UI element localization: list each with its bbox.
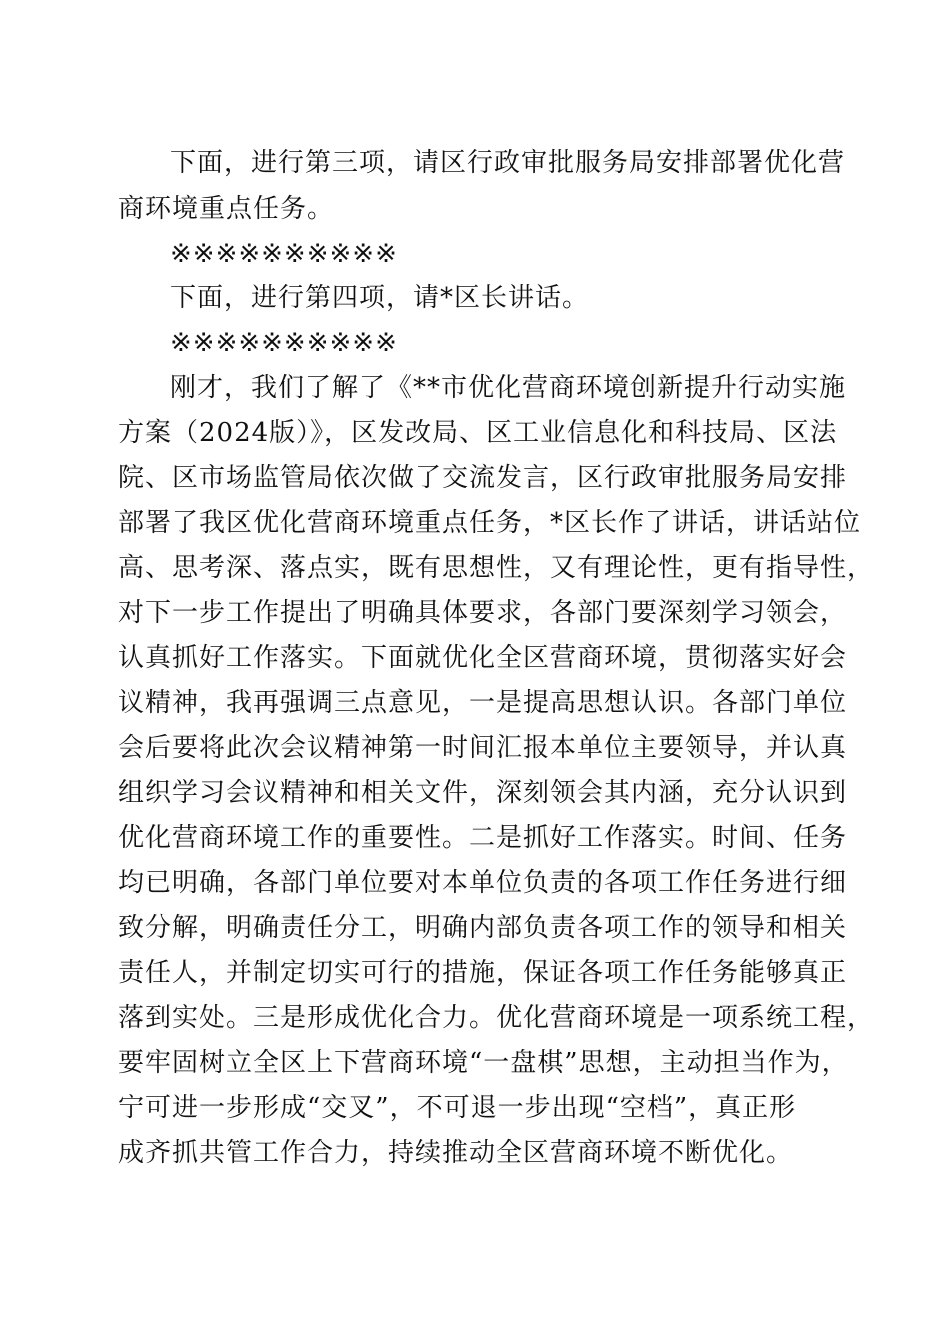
line-text: 议精神，我再强调三点意见，一是提高思想认识。各部门单位 — [118, 688, 848, 718]
line-text: 对下一步工作提出了明确具体要求，各部门要深刻学习领会， — [118, 598, 848, 628]
line-text: 成齐抓共管工作合力，持续推动全区营商环境不断优化。 — [118, 1138, 794, 1168]
line-text: 优化营商环境工作的重要性。二是抓好工作落实。时间、任务 — [118, 823, 848, 853]
line-text: 院、区市场监管局依次做了交流发言，区行政审批服务局安排 — [118, 463, 848, 493]
text-line — [0, 137, 950, 189]
line-text: 组织学习会议精神和相关文件，深刻领会其内涵，充分认识到 — [118, 778, 848, 808]
line-text: 部署了我区优化营商环境重点任务，*区长作了讲话，讲话站位 — [118, 508, 862, 538]
line-text: 商环境重点任务。 — [118, 194, 335, 224]
line-text: 会后要将此次会议精神第一时间汇报本单位主要领导，并认真 — [118, 733, 848, 763]
line-text: 落到实处。三是形成优化合力。优化营商环境是一项系统工程， — [118, 1003, 875, 1033]
line-text: 致分解，明确责任分工，明确内部负责各项工作的领导和相关 — [118, 913, 848, 943]
line-text: 均已明确，各部门单位要对本单位负责的各项工作任务进行细 — [118, 868, 848, 898]
separator-text: ※※※※※※※※※※ — [170, 239, 398, 269]
line-text: 责任人，并制定切实可行的措施，保证各项工作任务能够真正 — [118, 958, 848, 988]
line-text: 要牢固树立全区上下营商环境“一盘棋”思想，主动担当作为， — [118, 1048, 849, 1078]
line-text: 下面，进行第四项，请*区长讲话。 — [170, 283, 590, 313]
line-text: 宁可进一步形成“交叉”，不可退一步出现“空档”，真正形 — [118, 1093, 797, 1123]
line-text: 下面，进行第三项，请区行政审批服务局安排部署优化营 — [170, 148, 846, 178]
text-line — [0, 1127, 950, 1179]
line-text: 刚才，我们了解了《**市优化营商环境创新提升行动实施 — [170, 373, 847, 403]
separator-text: ※※※※※※※※※※ — [170, 328, 398, 358]
line-text: 方案（2024版）》，区发改局、区工业信息化和科技局、区法 — [118, 418, 838, 448]
line-text: 认真抓好工作落实。下面就优化全区营商环境，贯彻落实好会 — [118, 643, 848, 673]
line-text: 高、思考深、落点实，既有思想性，又有理论性，更有指导性， — [118, 553, 875, 583]
